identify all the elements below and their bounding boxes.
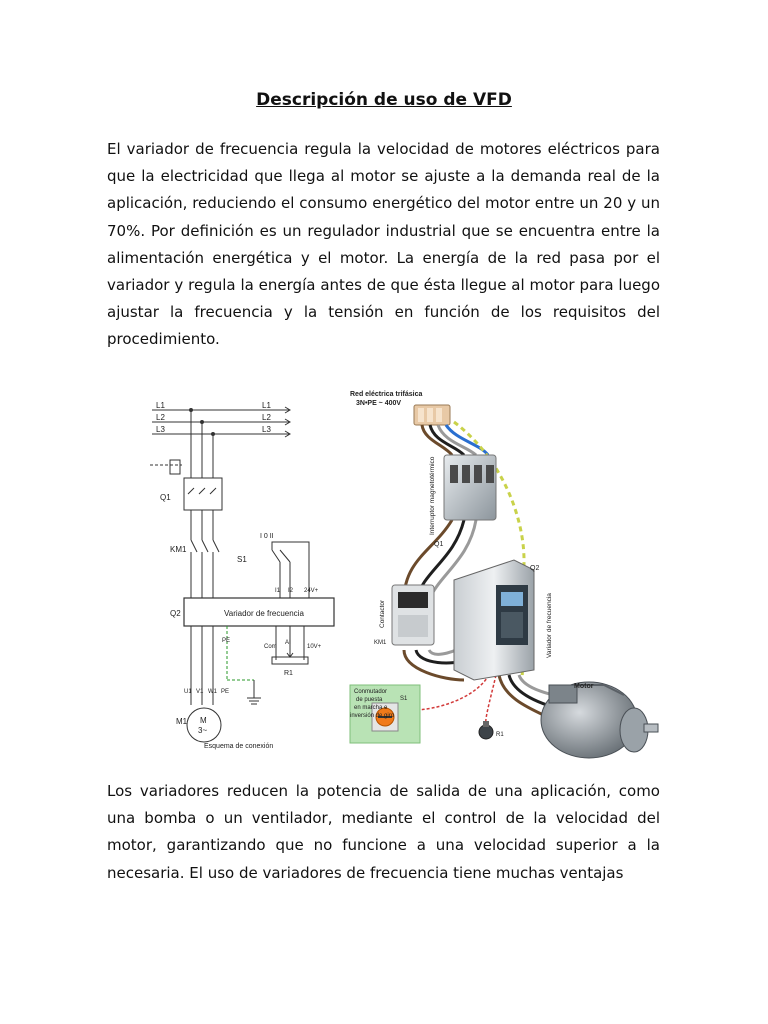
label-breaker: Interruptor magnetotérmico — [429, 456, 436, 535]
label-motor-m: M — [200, 716, 207, 725]
label-q2: Q2 — [170, 609, 181, 618]
contactor-km1 — [392, 585, 434, 645]
label-terminal-i2: I2 — [288, 588, 294, 594]
label-vfd-id: Q2 — [530, 565, 540, 572]
breaker-q1 — [444, 455, 496, 520]
label-motor: Motor — [574, 683, 594, 690]
label-vfd: Variador de frecuencia — [224, 609, 304, 618]
paragraph-intro: El variador de frecuencia regula la velocidad de motores eléctricos para que la electricidad que llega al motor se ajuste a la demanda real de la aplicación, reduciendo el consumo energético del motor entre un 20 y un 70%. Por definición es un regulador industrial que se encuentra entre la alimentación energética y el motor. La energía de la red pasa por el variador y regula la energía antes de que ésta llegue al motor para luego ajustar la frecuencia y la tensión en función de los requisitos del procedimiento. — [107, 140, 660, 349]
label-l1-left: L1 — [156, 401, 165, 410]
label-switch-id: S1 — [400, 696, 408, 702]
label-contactor-id: KM1 — [374, 640, 387, 646]
label-l1-right: L1 — [262, 401, 271, 410]
label-r1: R1 — [284, 670, 293, 677]
label-s1-positions: I 0 II — [260, 533, 274, 540]
label-l2-right: L2 — [262, 413, 271, 422]
label-terminal-ai: AI — [285, 640, 291, 646]
label-supply-voltage: 3N•PE ~ 400V — [356, 400, 402, 407]
label-pe: PE — [222, 638, 231, 644]
label-contactor: Contactor — [379, 599, 386, 628]
label-terminal-24v: 24V+ — [304, 588, 319, 594]
label-vfd-pictorial: Variador de frecuencia — [546, 593, 553, 658]
label-switch-line1: Conmutador — [354, 689, 388, 695]
label-u1: U1 — [184, 689, 192, 695]
label-motor-pe: PE — [221, 689, 230, 695]
paragraph-benefits: Los variadores reducen la potencia de salida de una aplicación, como una bomba o un ventilador, mediante el control de la velocidad del motor, garantizando que no funcione a una velocidad superior a la necesaria. El uso de variadores de frecuencia tiene muchas ventajas — [107, 782, 660, 882]
vfd-q2 — [454, 560, 534, 680]
label-terminal-10v: 10V+ — [307, 644, 322, 650]
label-switch-line2: de puesta — [356, 697, 383, 703]
label-q1: Q1 — [160, 493, 171, 502]
label-switch-line3: en marcha e — [354, 705, 388, 711]
label-l3-left: L3 — [156, 425, 165, 434]
label-pot-id: R1 — [496, 732, 504, 738]
label-switch-line4: inversión de giro — [350, 713, 395, 719]
label-km1: KM1 — [170, 545, 187, 554]
label-m1: M1 — [176, 717, 188, 726]
label-s1: S1 — [237, 555, 247, 564]
supply-terminal-block — [414, 405, 450, 425]
label-l2-left: L2 — [156, 413, 165, 422]
label-motor-phase: 3~ — [198, 726, 208, 735]
label-breaker-id: Q1 — [434, 541, 444, 548]
label-terminal-com: Com — [264, 644, 277, 650]
schematic-caption: Esquema de conexión — [204, 743, 274, 750]
label-supply: Red eléctrica trifásica — [350, 391, 423, 398]
label-l3-right: L3 — [262, 425, 271, 434]
label-w1: W1 — [208, 689, 217, 695]
label-terminal-i1: I1 — [275, 588, 281, 594]
vfd-wiring-figure — [104, 360, 664, 765]
document-title: Descripción de uso de VFD — [256, 90, 512, 110]
vfd-wiring-diagram — [104, 360, 664, 765]
label-v1: V1 — [196, 689, 204, 695]
